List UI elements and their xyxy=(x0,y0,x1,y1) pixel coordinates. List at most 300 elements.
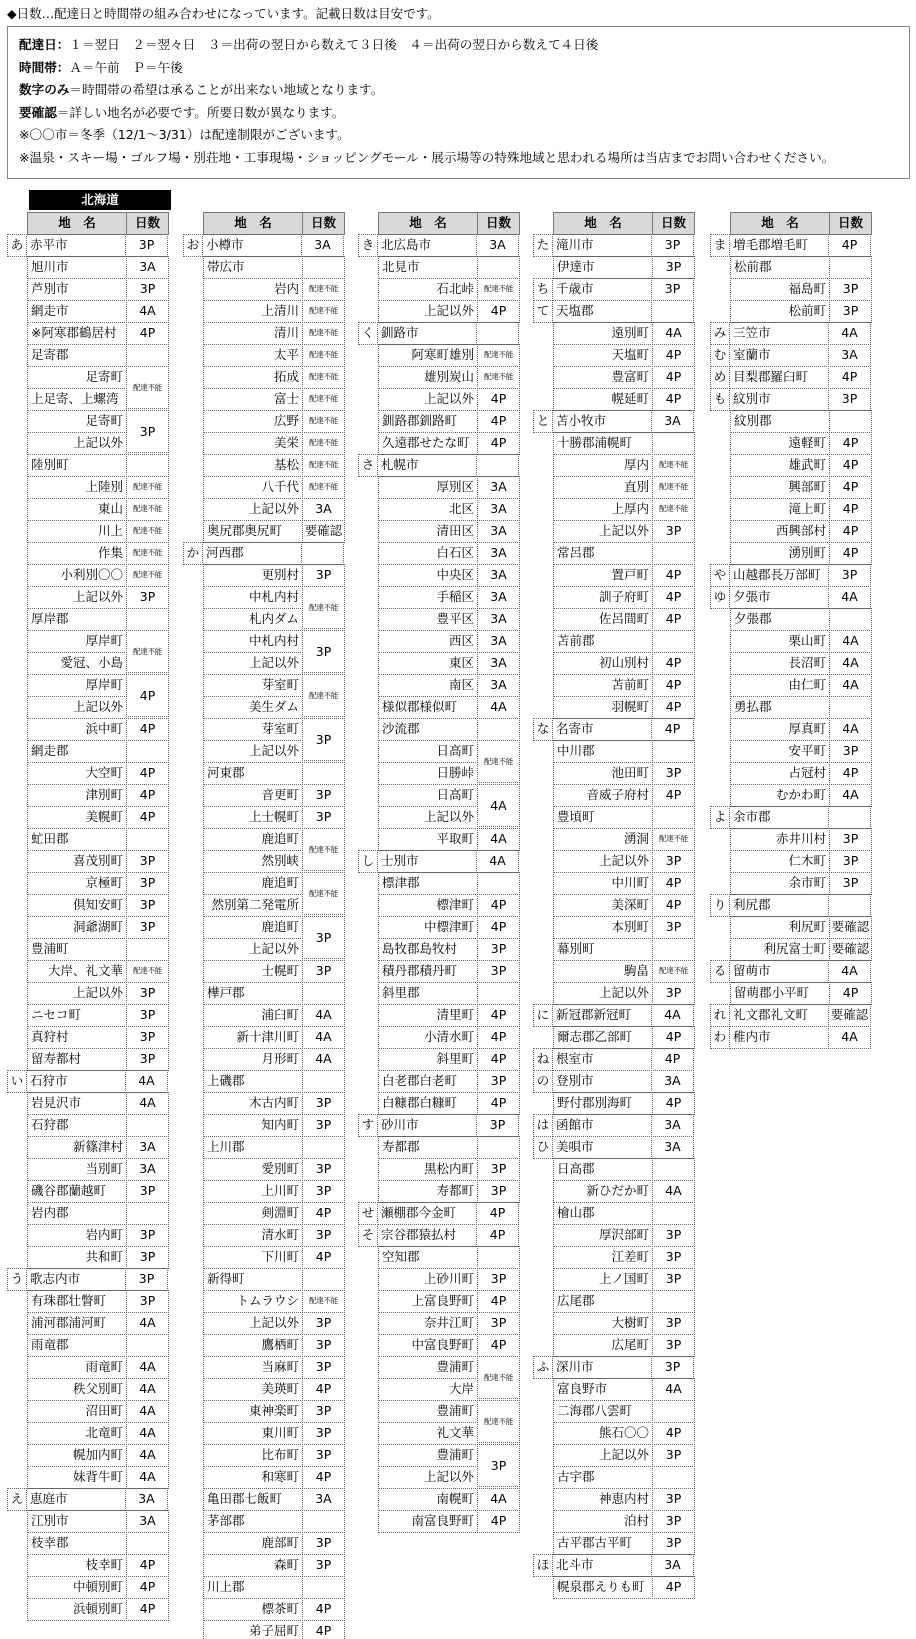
table-row xyxy=(7,1532,169,1554)
delivery-days: 4P xyxy=(126,322,169,345)
table-row xyxy=(710,1004,872,1026)
area-name: 和寒町 xyxy=(203,1466,303,1489)
table-row xyxy=(533,674,695,696)
area-name: 足寄町 xyxy=(27,366,127,389)
kana-index: ね xyxy=(533,1048,553,1071)
delivery-days: 配達不能 xyxy=(302,388,345,411)
area-name: 岩内町 xyxy=(27,1224,127,1247)
area-name: 幌延町 xyxy=(553,388,653,411)
delivery-days xyxy=(477,1466,520,1489)
kana-spacer xyxy=(183,454,203,476)
kana-spacer xyxy=(183,1224,203,1246)
table-row xyxy=(358,784,520,813)
delivery-days: 4P xyxy=(477,1026,520,1049)
kana-spacer xyxy=(183,1246,203,1268)
delivery-days xyxy=(126,828,169,851)
table-row xyxy=(533,1378,695,1400)
kana-spacer xyxy=(710,872,730,894)
area-name: 天塩郡 xyxy=(552,300,652,323)
kana-spacer xyxy=(710,784,730,806)
table-row xyxy=(183,1136,345,1158)
delivery-days xyxy=(829,410,872,433)
delivery-days: 4P xyxy=(652,1092,695,1115)
table-row xyxy=(7,432,169,454)
delivery-days: 3P xyxy=(302,718,345,761)
kana-spacer xyxy=(183,476,203,498)
table-row xyxy=(533,454,695,476)
delivery-days: 4P xyxy=(652,344,695,367)
table-row xyxy=(7,938,169,960)
table-row xyxy=(533,1180,695,1202)
delivery-days xyxy=(126,652,169,675)
kana-spacer xyxy=(7,828,27,850)
area-name: 栗山町 xyxy=(730,630,830,653)
delivery-days: 4P xyxy=(829,520,872,543)
kana-spacer xyxy=(7,564,27,586)
delivery-days: 4A xyxy=(829,630,872,653)
kana-spacer xyxy=(533,1202,553,1224)
delivery-days: 4P xyxy=(652,696,695,719)
delivery-days: 4A xyxy=(302,1026,345,1049)
kana-spacer xyxy=(358,938,378,960)
area-name: 平取町 xyxy=(378,828,478,851)
delivery-days: 4P xyxy=(828,366,871,389)
area-name: 函館市 xyxy=(552,1114,652,1137)
table-row xyxy=(358,1268,520,1290)
kana-index: の xyxy=(533,1070,553,1093)
area-name: 倶知安町 xyxy=(27,894,127,917)
table-row xyxy=(710,608,872,630)
area-name: 沙流郡 xyxy=(378,718,478,741)
kana-spacer xyxy=(183,1004,203,1026)
kana-spacer xyxy=(7,1466,27,1488)
kana-spacer xyxy=(710,740,730,762)
kana-spacer xyxy=(183,960,203,982)
table-row xyxy=(533,982,695,1004)
kana-spacer xyxy=(358,1378,378,1400)
area-name: 愛別町 xyxy=(203,1158,303,1181)
kana-spacer xyxy=(7,410,27,432)
kana-spacer xyxy=(533,1444,553,1466)
area-name: 樺戸郡 xyxy=(203,982,303,1005)
table-row xyxy=(358,1444,520,1473)
kana-spacer xyxy=(7,1202,27,1224)
kana-header-spacer xyxy=(183,212,203,234)
area-name: 鹿追町 xyxy=(203,828,303,851)
area-name: 厚岸郡 xyxy=(27,608,127,631)
delivery-days: 3P xyxy=(302,1400,345,1423)
area-name: 上記以外 xyxy=(203,938,303,961)
kana-spacer xyxy=(533,1422,553,1444)
kana-spacer xyxy=(710,300,730,322)
area-name: 雄別炭山 xyxy=(378,366,478,389)
kana-spacer xyxy=(358,542,378,564)
delivery-days: 3A xyxy=(126,256,169,279)
table-row xyxy=(7,300,169,322)
kana-spacer xyxy=(710,432,730,454)
delivery-days: 4P xyxy=(302,1378,345,1401)
delivery-days: 4A xyxy=(828,322,871,345)
area-name: 天塩町 xyxy=(553,344,653,367)
table-row xyxy=(710,916,872,938)
kana-spacer xyxy=(7,872,27,894)
table-row xyxy=(710,696,872,718)
table-row xyxy=(7,674,169,703)
area-name: 北広島市 xyxy=(377,234,477,257)
delivery-days: 4P xyxy=(126,806,169,829)
table-row xyxy=(533,718,695,740)
area-name: 檜山郡 xyxy=(553,1202,653,1225)
area-name: 黒松内町 xyxy=(378,1158,478,1181)
kana-spacer xyxy=(183,410,203,432)
area-name: 稚内市 xyxy=(729,1026,829,1049)
table-row xyxy=(7,1400,169,1422)
table-row xyxy=(533,498,695,520)
table-row xyxy=(358,872,520,894)
delivery-days: 4A xyxy=(652,1180,695,1203)
area-name: 幌加内町 xyxy=(27,1444,127,1467)
table-row xyxy=(358,740,520,766)
area-name: 斜里郡 xyxy=(378,982,478,1005)
area-name: 羽幌町 xyxy=(553,696,653,719)
area-name: 上清川 xyxy=(203,300,303,323)
table-row xyxy=(358,1114,520,1136)
table-row xyxy=(183,454,345,476)
kana-spacer xyxy=(358,608,378,630)
table-row xyxy=(533,1114,695,1136)
table-row xyxy=(533,1400,695,1422)
area-name: 広尾郡 xyxy=(553,1290,653,1313)
area-name: 遠軽町 xyxy=(730,432,830,455)
table-row xyxy=(358,696,520,718)
table-row xyxy=(7,1268,169,1290)
delivery-days: 3P xyxy=(126,982,169,1005)
area-name: 登別市 xyxy=(552,1070,652,1093)
delivery-days: 配達不能 xyxy=(302,344,345,367)
kana-spacer xyxy=(533,542,553,564)
area-name: 厚真町 xyxy=(730,718,830,741)
table-row xyxy=(710,542,872,564)
area-name: 千歳市 xyxy=(552,278,652,301)
kana-spacer xyxy=(358,1004,378,1026)
delivery-days xyxy=(302,1268,345,1291)
kana-spacer xyxy=(710,916,730,938)
area-name: 東区 xyxy=(378,652,478,675)
area-name: 豊浦町 xyxy=(378,1356,478,1379)
kana-spacer xyxy=(358,476,378,498)
kana-spacer xyxy=(710,498,730,520)
table-row xyxy=(533,344,695,366)
area-name: 豊頃町 xyxy=(553,806,653,829)
area-name: 余市町 xyxy=(730,872,830,895)
area-name: 北竜町 xyxy=(27,1422,127,1445)
area-name: 鹿追町 xyxy=(203,872,303,895)
area-name: 札内ダム xyxy=(203,608,303,631)
delivery-days: 3A xyxy=(476,234,519,257)
delivery-days: 4A xyxy=(652,1378,695,1401)
area-name: 北区 xyxy=(378,498,478,521)
delivery-days: 3P xyxy=(302,1356,345,1379)
kana-spacer xyxy=(183,1400,203,1422)
table-row xyxy=(533,432,695,454)
table-row xyxy=(183,982,345,1004)
area-name: 根室市 xyxy=(552,1048,652,1071)
table-row xyxy=(533,608,695,630)
kana-spacer xyxy=(533,850,553,872)
kana-spacer xyxy=(7,1334,27,1356)
area-name: 士別市 xyxy=(377,850,477,873)
kana-index: う xyxy=(7,1268,27,1291)
delivery-days: 3P xyxy=(126,1246,169,1269)
delivery-days: 3P xyxy=(302,1334,345,1357)
area-name: 中頓別町 xyxy=(27,1576,127,1599)
delivery-days xyxy=(302,1576,345,1599)
delivery-days xyxy=(652,1202,695,1225)
area-name: 南幌町 xyxy=(378,1488,478,1511)
delivery-days xyxy=(302,696,345,719)
table-row xyxy=(710,256,872,278)
table-row xyxy=(183,498,345,520)
delivery-days: 配達不能 xyxy=(126,542,169,565)
area-name: 南区 xyxy=(378,674,478,697)
kana-spacer xyxy=(183,718,203,740)
delivery-days: 4P xyxy=(477,410,520,433)
delivery-days xyxy=(126,388,169,411)
table-row xyxy=(7,498,169,520)
table-row xyxy=(183,1202,345,1224)
area-name: 上記以外 xyxy=(553,850,653,873)
delivery-days: 3P xyxy=(302,1224,345,1247)
delivery-days: 4P xyxy=(828,234,871,257)
delivery-days: 4P xyxy=(302,1246,345,1269)
header-days: 日数 xyxy=(829,212,872,235)
delivery-days: 3A xyxy=(477,476,520,499)
header-name: 地 名 xyxy=(27,212,127,235)
delivery-days: 4A xyxy=(828,586,871,609)
area-name: 美深町 xyxy=(553,894,653,917)
table-row xyxy=(183,1312,345,1334)
table-row xyxy=(7,762,169,784)
table-row xyxy=(358,718,520,740)
kana-spacer xyxy=(358,916,378,938)
area-name: 岩内 xyxy=(203,278,303,301)
delivery-days: 3P xyxy=(651,234,694,257)
kana-spacer xyxy=(533,872,553,894)
kana-spacer xyxy=(533,1180,553,1202)
delivery-days: 配達不能 xyxy=(302,1290,345,1313)
kana-spacer xyxy=(7,1114,27,1136)
area-name: 比布町 xyxy=(203,1444,303,1467)
kana-spacer xyxy=(183,652,203,674)
delivery-days: 配達不能 xyxy=(477,344,520,367)
delivery-days: 4P xyxy=(126,1554,169,1577)
kana-header-spacer xyxy=(710,212,730,234)
kana-spacer xyxy=(710,278,730,300)
kana-spacer xyxy=(7,1246,27,1268)
kana-index: か xyxy=(183,542,203,565)
area-name: 駒畠 xyxy=(553,960,653,983)
table-row xyxy=(533,256,695,278)
area-name: 由仁町 xyxy=(730,674,830,697)
table-row xyxy=(183,1070,345,1092)
delivery-days xyxy=(652,806,695,829)
area-name: 空知郡 xyxy=(378,1246,478,1269)
delivery-days: 3P xyxy=(126,586,169,609)
table-row xyxy=(183,696,345,718)
table-row xyxy=(7,1026,169,1048)
kana-spacer xyxy=(183,1378,203,1400)
delivery-days: 4P xyxy=(477,432,520,455)
delivery-days: 3P xyxy=(652,1488,695,1511)
delivery-days: 3P xyxy=(652,256,695,279)
table-row xyxy=(358,652,520,674)
area-name: 芽室町 xyxy=(203,674,303,697)
delivery-days: 3P xyxy=(477,1180,520,1203)
delivery-days: 3P xyxy=(476,1114,519,1137)
table-row xyxy=(7,476,169,498)
kana-spacer xyxy=(183,894,203,916)
kana-spacer xyxy=(7,1312,27,1334)
table-row xyxy=(358,1026,520,1048)
area-name: 上記以外 xyxy=(553,982,653,1005)
delivery-days: 3A xyxy=(125,1488,168,1511)
kana-spacer xyxy=(710,850,730,872)
area-name: 古宇郡 xyxy=(553,1466,653,1489)
kana-index: ち xyxy=(533,278,553,301)
area-name: 清川 xyxy=(203,322,303,345)
kana-index: み xyxy=(710,322,730,345)
table-row xyxy=(183,1532,345,1554)
delivery-days: 4A xyxy=(126,1356,169,1379)
table-row xyxy=(710,630,872,652)
area-name: 南富良野町 xyxy=(378,1510,478,1533)
kana-spacer xyxy=(358,1488,378,1510)
delivery-days: 3P xyxy=(652,1444,695,1467)
kana-spacer xyxy=(7,432,27,454)
kana-spacer xyxy=(533,1400,553,1422)
delivery-days: 4P xyxy=(652,1026,695,1049)
area-name: 名寄市 xyxy=(552,718,652,741)
kana-spacer xyxy=(533,586,553,608)
table-row xyxy=(533,234,695,256)
delivery-days: 配達不能 xyxy=(477,740,520,783)
delivery-days: 3P xyxy=(828,388,871,411)
delivery-days xyxy=(126,740,169,763)
delivery-days: 3P xyxy=(652,1268,695,1291)
area-name: 虻田郡 xyxy=(27,828,127,851)
top-note: ◆日数…配達日と時間帯の組み合わせになっています。記載日数は目安です。 xyxy=(7,6,440,21)
kana-spacer xyxy=(183,1422,203,1444)
area-name: 上記以外 xyxy=(553,1444,653,1467)
area-name: 上記以外 xyxy=(27,586,127,609)
area-name: 沼田町 xyxy=(27,1400,127,1423)
area-name: 釧路市 xyxy=(377,322,477,345)
table-row xyxy=(358,476,520,498)
area-name: 富良野市 xyxy=(553,1378,653,1401)
kana-spacer xyxy=(710,938,730,960)
area-name: 寿都郡 xyxy=(378,1136,478,1159)
table-row xyxy=(183,344,345,366)
kana-spacer xyxy=(7,806,27,828)
area-name: 中川郡 xyxy=(553,740,653,763)
table-row xyxy=(183,1158,345,1180)
delivery-days: 3P xyxy=(126,1004,169,1027)
delivery-days: 4P xyxy=(652,784,695,807)
kana-spacer xyxy=(7,322,27,344)
kana-spacer xyxy=(533,960,553,982)
kana-spacer xyxy=(7,300,27,322)
table-row xyxy=(183,234,345,256)
delivery-days: 3P xyxy=(302,916,345,959)
table-row xyxy=(358,322,520,344)
delivery-days: 3P xyxy=(126,1290,169,1313)
table-row xyxy=(183,652,345,674)
table-row xyxy=(533,696,695,718)
table-row xyxy=(710,674,872,696)
area-name: 上記以外 xyxy=(378,300,478,323)
area-name: むかわ町 xyxy=(730,784,830,807)
table-row xyxy=(533,652,695,674)
table-row xyxy=(358,542,520,564)
area-name: 美唄市 xyxy=(552,1136,652,1159)
delivery-days: 3P xyxy=(652,1334,695,1357)
area-name: 上厚内 xyxy=(553,498,653,521)
kana-spacer xyxy=(358,586,378,608)
table-row xyxy=(358,1488,520,1510)
table-row xyxy=(533,1312,695,1334)
table-row xyxy=(183,718,345,747)
table-row xyxy=(183,1400,345,1422)
kana-spacer xyxy=(7,1598,27,1620)
area-name: 新得町 xyxy=(203,1268,303,1291)
area-name: 喜茂別町 xyxy=(27,850,127,873)
table-row xyxy=(358,828,520,850)
kana-spacer xyxy=(358,960,378,982)
delivery-days xyxy=(302,740,345,763)
table-row xyxy=(358,1466,520,1488)
area-name: 砂川市 xyxy=(377,1114,477,1137)
delivery-days xyxy=(652,630,695,653)
area-name: 愛冠、小島 xyxy=(27,652,127,675)
table-row xyxy=(533,1202,695,1224)
table-row xyxy=(7,278,169,300)
table-row xyxy=(7,1004,169,1026)
table-row xyxy=(533,872,695,894)
area-name: 白老郡白老町 xyxy=(378,1070,478,1093)
area-name: 留萌市 xyxy=(729,960,829,983)
kana-spacer xyxy=(183,1576,203,1598)
delivery-days: 4P xyxy=(302,1202,345,1225)
kana-spacer xyxy=(358,806,378,828)
delivery-days: 3P xyxy=(652,1510,695,1533)
table-row xyxy=(7,322,169,344)
table-row xyxy=(7,1312,169,1334)
kana-spacer xyxy=(710,982,730,1004)
delivery-days: 3P xyxy=(651,1356,694,1379)
delivery-days: 4P xyxy=(652,366,695,389)
area-name: 下川町 xyxy=(203,1246,303,1269)
delivery-days xyxy=(126,608,169,631)
delivery-days: 3P xyxy=(126,1180,169,1203)
area-name: 河東郡 xyxy=(203,762,303,785)
delivery-days: 配達不能 xyxy=(126,366,169,409)
delivery-days: 4P xyxy=(652,1422,695,1445)
kana-spacer xyxy=(358,1048,378,1070)
delivery-days: 配達不能 xyxy=(302,872,345,915)
delivery-days xyxy=(302,850,345,873)
kana-spacer xyxy=(710,454,730,476)
area-name: 上砂川町 xyxy=(378,1268,478,1291)
